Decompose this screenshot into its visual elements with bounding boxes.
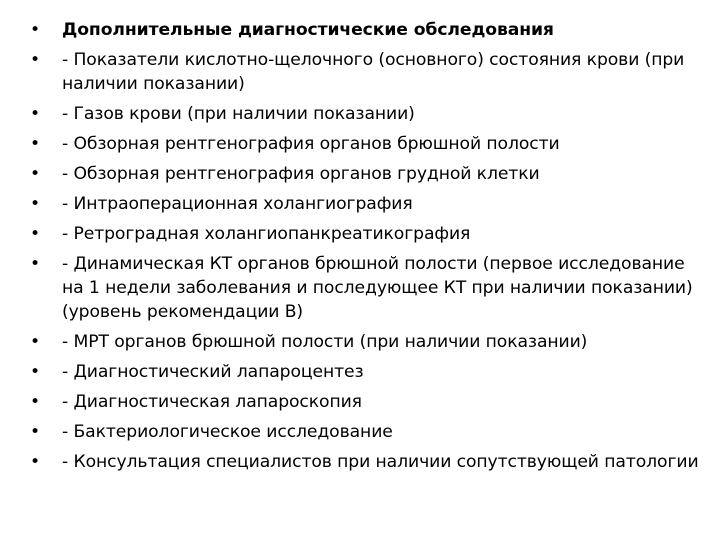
list-item-text: - Обзорная рентгенография органов грудной клетки [62,164,540,184]
list-item [30,162,700,186]
list-item-text: Дополнительные диагностические обследования [62,20,554,40]
list-item-text: - Показатели кислотно-щелочного (основного) состояния крови (при наличии показании) [62,50,685,94]
bullet-icon: • [30,134,41,154]
list-item-text: - Диагностическая лапароскопия [62,392,362,412]
bullet-icon: • [30,194,41,214]
list-item [30,330,700,354]
list-item-text: - МРТ органов брюшной полости (при наличии показании) [62,332,588,352]
list-item [30,420,700,444]
list-item [30,450,700,474]
bullet-list [30,18,700,480]
bullet-icon: • [30,452,41,472]
bullet-icon: • [30,362,41,382]
list-item [30,252,700,324]
list-item [30,18,700,42]
bullet-icon: • [30,50,41,70]
bullet-icon: • [30,224,41,244]
bullet-icon: • [30,20,41,40]
list-item [30,222,700,246]
list-item [30,192,700,216]
list-item-text: - Интраоперационная холангиография [62,194,413,214]
list-item [30,360,700,384]
bullet-icon: • [30,332,41,352]
list-item-text: - Диагностический лапароцентез [62,362,364,382]
list-item [30,390,700,414]
list-item-text: - Ретроградная холангиопанкреатикография [62,224,471,244]
bullet-icon: • [30,164,41,184]
list-item [30,132,700,156]
bullet-icon: • [30,104,41,124]
bullet-icon: • [30,392,41,412]
list-item-text: - Динамическая КТ органов брюшной полости (первое исследование на 1 недели заболевания и последующее КТ при наличии показании) (уровень рекомендации В) [62,254,693,322]
bullet-icon: • [30,254,41,274]
list-item-text: - Обзорная рентгенография органов брюшной полости [62,134,560,154]
bullet-icon: • [30,422,41,442]
list-item-text: - Газов крови (при наличии показании) [62,104,415,124]
list-item [30,48,700,96]
list-item-text: - Консультация специалистов при наличии сопутствующей патологии [62,452,699,472]
list-item [30,102,700,126]
list-item-text: - Бактериологическое исследование [62,422,393,442]
